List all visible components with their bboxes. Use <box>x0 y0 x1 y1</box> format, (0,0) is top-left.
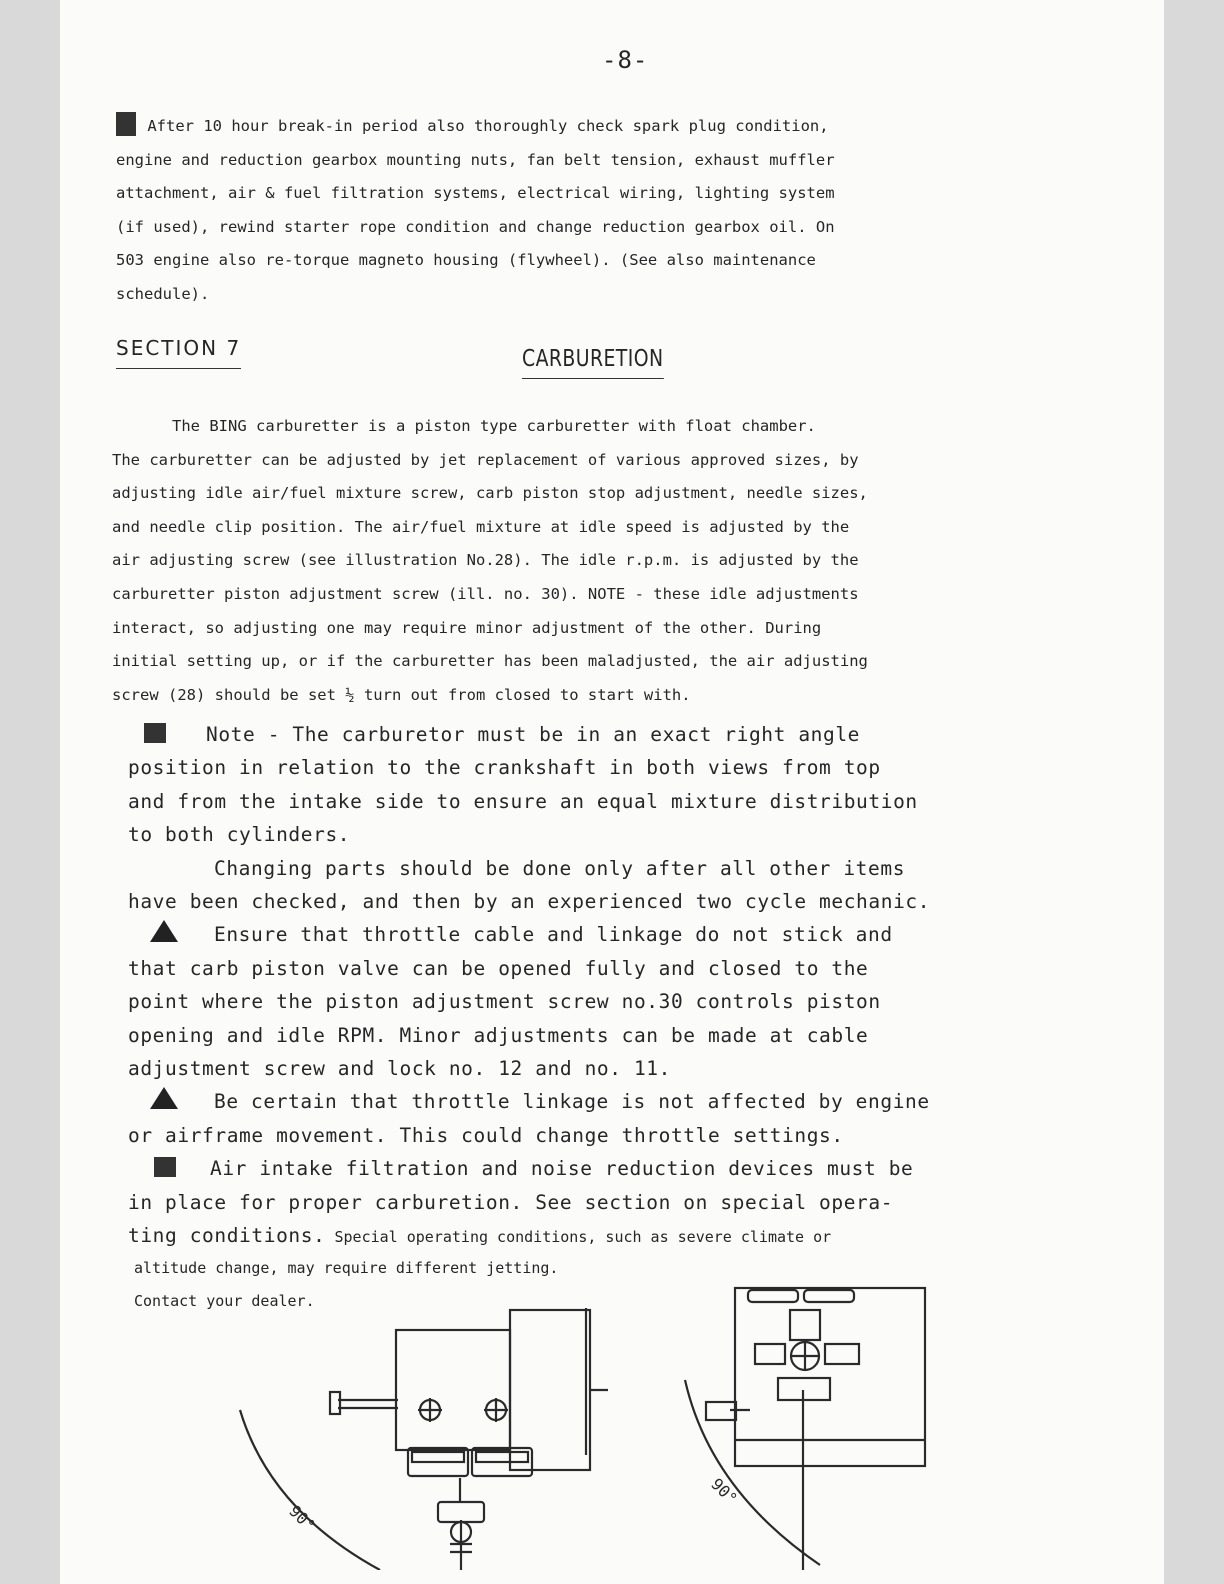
carb-line: air adjusting screw (see illustration No.28). The idle r.p.m. is adjusted by the <box>112 551 859 570</box>
jetting-line: altitude change, may require different jetting. <box>134 1259 559 1277</box>
carb-line: screw (28) should be set ½ turn out from closed to start with. <box>112 685 691 704</box>
carb-line: adjusting idle air/fuel mixture screw, carb piston stop adjustment, needle sizes, <box>112 484 868 503</box>
intro-line: After 10 hour break-in period also thoroughly check spark plug condition, <box>147 117 829 135</box>
dealer-line: Contact your dealer. <box>134 1292 315 1311</box>
warning-triangle-icon <box>150 920 178 942</box>
left-angle-label: 90° <box>285 1501 320 1536</box>
note-line: to both cylinders. <box>128 823 351 847</box>
changing-parts-line: have been checked, and then by an experienced two cycle mechanic. <box>128 890 931 914</box>
note-line: Note - The carburetor must be in an exact right angle <box>206 723 861 746</box>
right-angle-label: 90° <box>707 1474 742 1509</box>
air-intake-line: in place for proper carburetion. See section on special opera- <box>128 1190 894 1214</box>
throttle-cable-line: point where the piston adjustment screw no.30 controls piston <box>128 990 881 1014</box>
linkage-line: or airframe movement. This could change throttle settings. <box>128 1123 844 1147</box>
manual-page <box>60 0 1164 1584</box>
air-intake-line: Air intake filtration and noise reduction devices must be <box>210 1157 914 1181</box>
note-line: and from the intake side to ensure an equal mixture distribution <box>128 789 918 813</box>
break-in-paragraph <box>116 110 835 311</box>
throttle-cable-line: opening and idle RPM. Minor adjustments can be made at cable <box>128 1023 869 1047</box>
throttle-cable-line: adjustment screw and lock no. 12 and no. 11. <box>128 1057 671 1081</box>
carb-line: interact, so adjusting one may require minor adjustment of the other. During <box>112 618 822 637</box>
square-bullet-icon <box>154 1157 176 1177</box>
carb-line: initial setting up, or if the carburetter has been maladjusted, the air adjusting <box>112 652 868 671</box>
carb-line: and needle clip position. The air/fuel mixture at idle speed is adjusted by the <box>112 517 850 536</box>
intro-line: schedule). <box>116 284 210 303</box>
intro-line: (if used), rewind starter rope condition and change reduction gearbox oil. On <box>116 217 835 236</box>
carburetor-alignment-diagram <box>230 1280 950 1570</box>
section-title: CARBURETION <box>522 346 663 379</box>
note-line: position in relation to the crankshaft in both views from top <box>128 756 881 780</box>
intro-line: engine and reduction gearbox mounting nuts, fan belt tension, exhaust muffler <box>116 150 835 169</box>
square-bullet-icon <box>116 112 136 136</box>
page-number: -8- <box>602 46 649 74</box>
warning-triangle-icon <box>150 1087 178 1109</box>
carb-line: The BING carburetter is a piston type carburetter with float chamber. <box>172 417 816 435</box>
air-intake-small-line: Special operating conditions, such as severe climate or <box>325 1228 832 1247</box>
intake-side-view-drawing <box>685 1288 925 1570</box>
throttle-cable-line: that carb piston valve can be opened fully and closed to the <box>128 956 869 980</box>
top-view-drawing <box>240 1308 608 1570</box>
section-label: SECTION 7 <box>116 336 241 369</box>
carb-line: The carburetter can be adjusted by jet replacement of various approved sizes, by <box>112 450 859 469</box>
changing-parts-line: Changing parts should be done only after all other items <box>214 856 906 880</box>
carb-line: carburetter piston adjustment screw (ill. no. 30). NOTE - these idle adjustments <box>112 584 859 603</box>
air-intake-line: ting conditions. <box>128 1224 326 1248</box>
intro-line: attachment, air & fuel filtration systems, electrical wiring, lighting system <box>116 184 835 202</box>
linkage-line: Be certain that throttle linkage is not affected by engine <box>214 1090 930 1114</box>
throttle-cable-line: Ensure that throttle cable and linkage do not stick and <box>214 923 893 947</box>
carburetter-paragraph <box>112 410 868 712</box>
notes-block <box>128 718 930 1255</box>
intro-line: 503 engine also re-torque magneto housing (flywheel). (See also maintenance <box>116 251 816 269</box>
square-bullet-icon <box>144 723 166 743</box>
